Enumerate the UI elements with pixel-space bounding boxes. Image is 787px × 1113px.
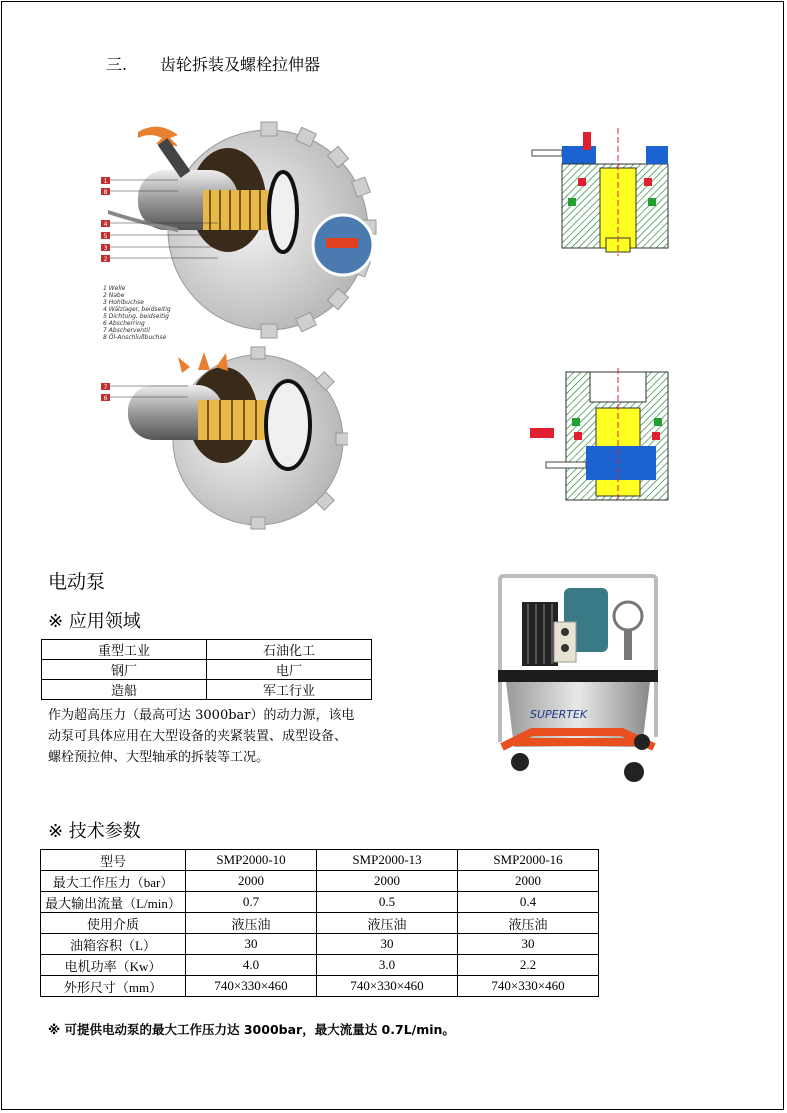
table-cell: 最大输出流量（L/min） <box>41 892 186 913</box>
table-header-cell: SMP2000-10 <box>186 850 317 871</box>
gear-assembly-image-2 <box>98 345 348 530</box>
legend-item: 2 Nabe <box>103 292 125 299</box>
table-cell: 油箱容积（L） <box>41 934 186 955</box>
description-line: 作为超高压力（最高可达 3000bar）的动力源，该电 <box>48 708 355 723</box>
table-cell: 液压油 <box>317 913 458 934</box>
table-cell: 军工行业 <box>207 680 372 700</box>
table-row <box>41 871 599 892</box>
description-line: 动泵可具体应用在大型设备的夹紧装置、成型设备、 <box>48 729 348 744</box>
bolt-tensioner-section-1 <box>528 128 680 256</box>
application-heading: ※ 应用领域 <box>48 611 141 632</box>
specs-heading: ※ 技术参数 <box>48 821 141 842</box>
description-line: 螺栓预拉伸、大型轴承的拆装等工况。 <box>48 750 270 765</box>
table-cell: 2000 <box>458 871 599 892</box>
callout-3: 3 <box>103 245 108 252</box>
callout-7: 7 <box>103 384 108 391</box>
table-row <box>41 892 599 913</box>
table-cell: 液压油 <box>458 913 599 934</box>
table-row <box>41 976 599 997</box>
pump-description <box>48 705 378 768</box>
callout-6: 6 <box>103 395 108 402</box>
table-cell: 电机功率（Kw） <box>41 955 186 976</box>
table-row <box>42 660 372 680</box>
table-cell: 0.5 <box>317 892 458 913</box>
table-cell: 最大工作压力（bar） <box>41 871 186 892</box>
pump-title: 电动泵 <box>48 571 106 593</box>
section-title: 齿轮拆装及螺栓拉伸器 <box>160 55 321 74</box>
gear-legend <box>103 285 171 341</box>
table-cell: 造船 <box>42 680 207 700</box>
table-cell: 0.7 <box>186 892 317 913</box>
table-header-row <box>41 850 599 871</box>
table-row <box>42 640 372 660</box>
table-cell: 重型工业 <box>42 640 207 660</box>
callout-8: 8 <box>103 189 108 196</box>
legend-item: 7 Abscherventil <box>103 327 150 334</box>
specs-table <box>40 849 599 997</box>
table-header-cell: SMP2000-13 <box>317 850 458 871</box>
table-cell: 电厂 <box>207 660 372 680</box>
application-table <box>41 639 372 700</box>
legend-item: 3 Hohlbuchse <box>103 299 144 306</box>
section-number: 三. <box>106 55 128 74</box>
table-row <box>41 955 599 976</box>
table-cell: 740×330×460 <box>317 976 458 997</box>
legend-item: 6 Abscherring <box>103 320 145 327</box>
table-cell: 4.0 <box>186 955 317 976</box>
bolt-tensioner-section-2 <box>528 368 680 503</box>
legend-item: 8 Öl-Anschlußbuchse <box>103 334 167 341</box>
callout-5: 5 <box>103 233 108 240</box>
callout-2: 2 <box>103 256 108 263</box>
pump-brand: SUPERTEK <box>530 708 588 721</box>
table-cell: 2.2 <box>458 955 599 976</box>
table-row <box>41 934 599 955</box>
table-cell: 0.4 <box>458 892 599 913</box>
table-header-cell: 型号 <box>41 850 186 871</box>
table-cell: 石油化工 <box>207 640 372 660</box>
table-cell: 740×330×460 <box>458 976 599 997</box>
table-cell: 3.0 <box>317 955 458 976</box>
legend-item: 5 Dichtung, beidseitig <box>103 313 169 320</box>
table-cell: 30 <box>458 934 599 955</box>
table-cell: 740×330×460 <box>186 976 317 997</box>
table-cell: 2000 <box>186 871 317 892</box>
table-cell: 30 <box>317 934 458 955</box>
footnote: ※ 可提供电动泵的最大工作压力达 3000bar，最大流量达 0.7L/min。 <box>48 1022 455 1037</box>
table-row <box>41 913 599 934</box>
legend-item: 1 Welle <box>103 285 126 292</box>
table-cell: 2000 <box>317 871 458 892</box>
table-cell: 30 <box>186 934 317 955</box>
legend-item: 4 Wälzlager, beidseitig <box>103 306 171 313</box>
electric-pump-image <box>492 572 662 792</box>
table-cell: 使用介质 <box>41 913 186 934</box>
table-header-cell: SMP2000-16 <box>458 850 599 871</box>
table-row <box>42 680 372 700</box>
table-cell: 外形尺寸（mm） <box>41 976 186 997</box>
callout-1: 1 <box>103 178 108 185</box>
table-cell: 液压油 <box>186 913 317 934</box>
callout-4: 4 <box>103 221 108 228</box>
table-cell: 钢厂 <box>42 660 207 680</box>
